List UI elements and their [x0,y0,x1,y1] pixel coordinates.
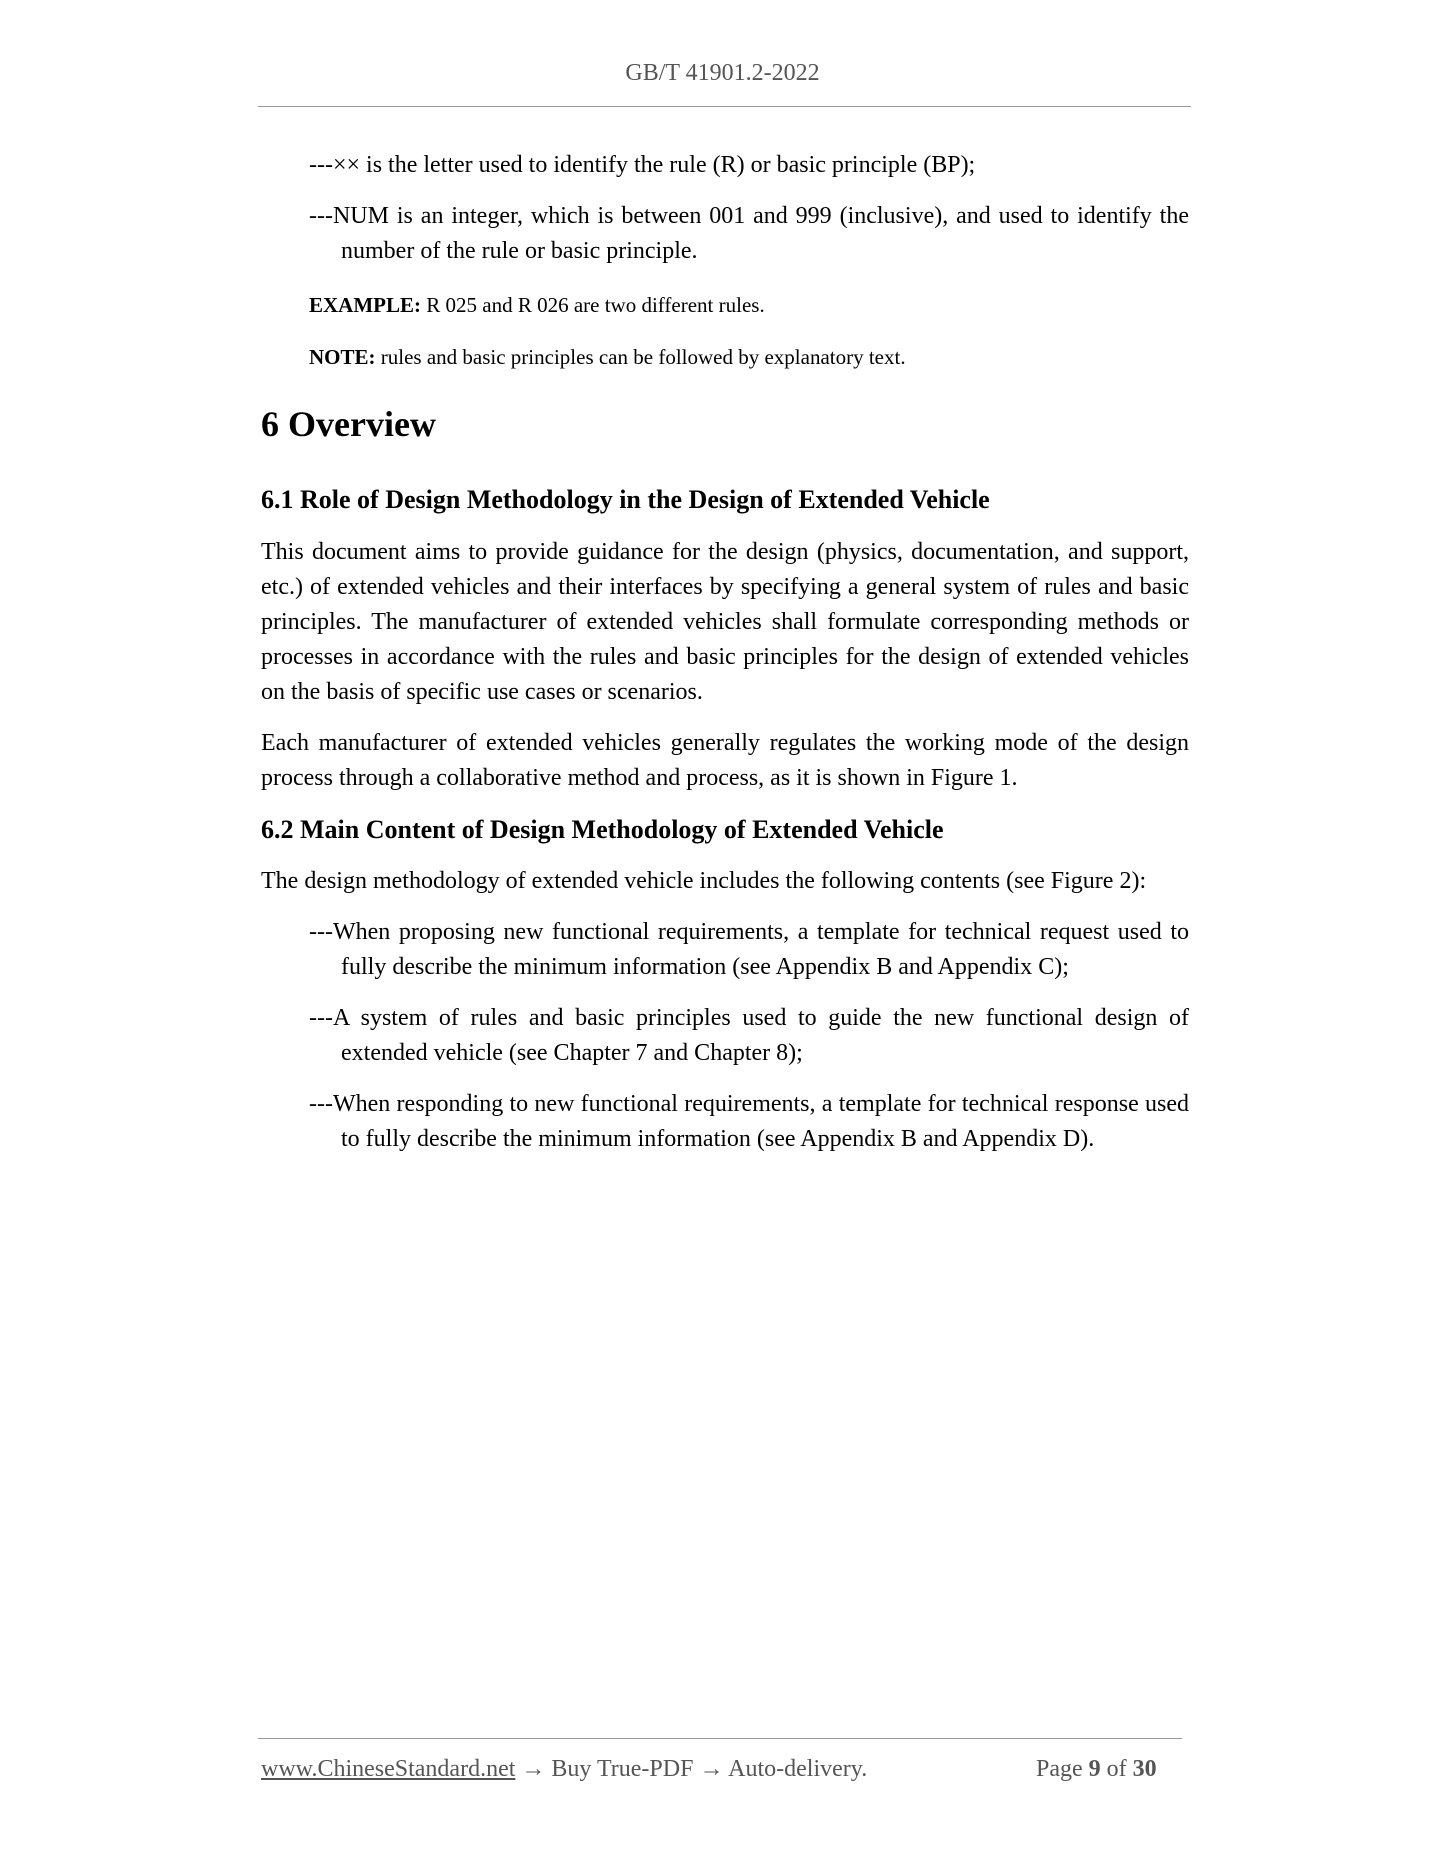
note-paragraph [309,342,1189,372]
example-label: EXAMPLE: [309,293,421,317]
subsection-heading-6-1: 6.1 Role of Design Methodology in the Design of Extended Vehicle [261,485,990,514]
bullet-item: ---×× is the letter used to identify the rule (R) or basic principle (BP); [309,152,976,178]
of-word: of [1106,1756,1127,1782]
bullet-item: ---When responding to new functional requirements, a template for technical response used to fully describe the minimum information (see Appendix B and Appendix D). [309,1091,1189,1152]
page-word: Page [1036,1756,1083,1782]
header-divider [258,106,1191,107]
page-indicator [1036,1756,1157,1783]
delivery-text: Auto-delivery. [728,1756,868,1782]
footer-divider [258,1738,1182,1739]
bullet-item: ---When proposing new functional requirements, a template for technical request used to fully describe the minimum information (see Appendix B and Appendix C); [309,919,1189,980]
example-paragraph [309,290,1189,320]
website-link[interactable]: www.ChineseStandard.net [261,1756,516,1782]
document-header: GB/T 41901.2-2022 [625,60,820,86]
buy-text: Buy True-PDF [551,1756,694,1782]
note-text: rules and basic principles can be followed by explanatory text. [375,345,906,369]
page-content [261,148,1189,1157]
page-number: 9 [1088,1756,1101,1782]
body-paragraph: This document aims to provide guidance for the design (physics, documentation, and support, etc.) of extended vehicles and their interfaces by specifying a general system of rules and basic principles. The manufacturer of extended vehicles shall formulate corresponding methods or processes in accordance with the rules and basic principles for the design of extended vehicles on the basis of specific use cases or scenarios. [261,539,1189,705]
subsection-heading-6-2: 6.2 Main Content of Design Methodology of Extended Vehicle [261,815,944,844]
example-text: R 025 and R 026 are two different rules. [421,293,765,317]
section-heading-6: 6 Overview [261,404,436,444]
arrow-right-icon: → [515,1756,552,1782]
bullet-item: ---NUM is an integer, which is between 001 and 999 (inclusive), and used to identify the number of the rule or basic principle. [309,203,1189,264]
body-paragraph: The design methodology of extended vehicle includes the following contents (see Figure 2): [261,868,1147,894]
arrow-right-icon: → [693,1756,729,1782]
body-paragraph: Each manufacturer of extended vehicles generally regulates the working mode of the design process through a collaborative method and process, as it is shown in Figure 1. [261,730,1189,791]
footer-promo [261,1756,867,1783]
page-total: 30 [1132,1756,1157,1782]
note-label: NOTE: [309,345,376,369]
bullet-item: ---A system of rules and basic principles used to guide the new functional design of extended vehicle (see Chapter 7 and Chapter 8); [309,1005,1189,1066]
